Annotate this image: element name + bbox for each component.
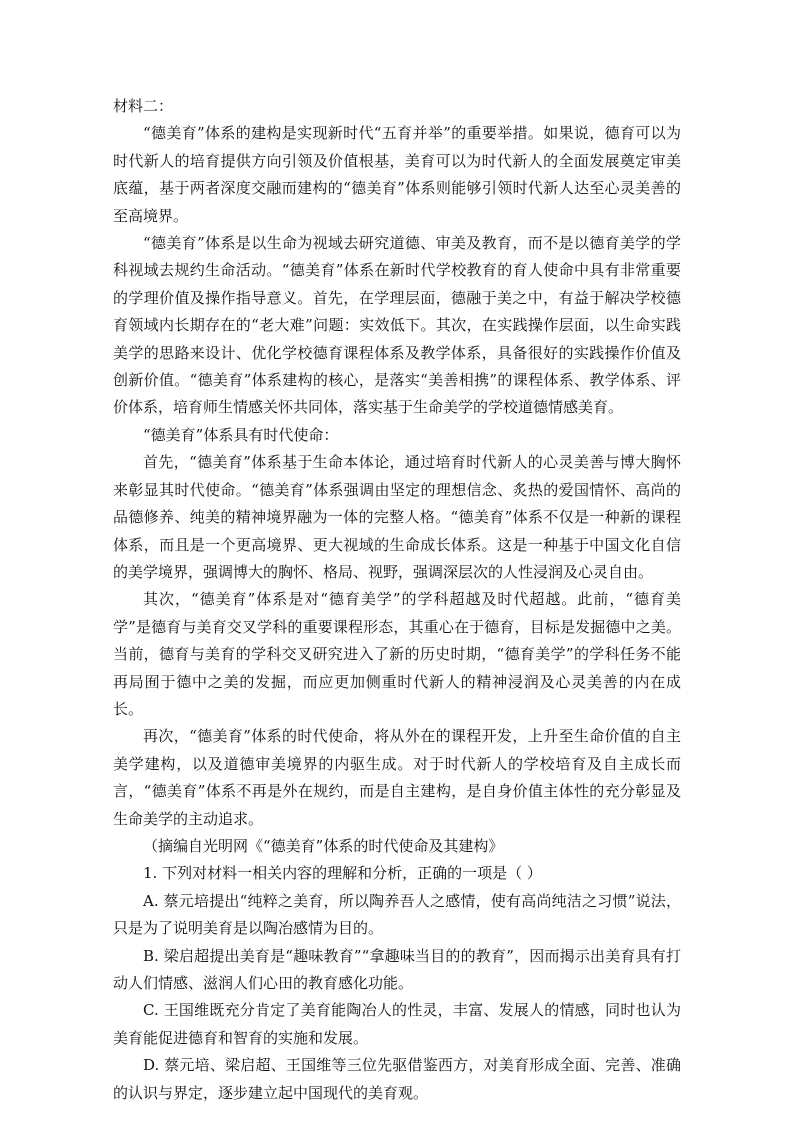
option-d: D. 蔡元培、梁启超、王国维等三位先驱借鉴西方，对美育形成全面、完善、准确的认识与界定，逐步建立起中国现代的美育观。 <box>113 1056 681 1102</box>
material-heading: 材料二： <box>113 97 174 115</box>
option-a: A. 蔡元培提出“纯粹之美育，所以陶养吾人之感情，使有高尚纯洁之习惯”说法，只是为了说明美育是以陶冶感情为目的。 <box>113 891 681 938</box>
source-citation: （摘编自光明网《“德美育”体系的时代使命及其建构》 <box>143 836 504 855</box>
paragraph-1: “德美育”体系的建构是实现新时代“五育并举”的重要举措。如果说，德育可以为时代新人的培育提供方向引领及价值根基，美育可以为时代新人的全面发展奠定审美底蕴，基于两者深度交融而建构的“德美育”体系则能够引领时代新人达至心灵美善的至高境界。 <box>113 124 681 225</box>
option-b: B. 梁启超提出美育是“趣味教育”“拿趣味当目的的教育”，因而揭示出美育具有打动人们情感、滋润人们心田的教育感化功能。 <box>113 946 681 992</box>
option-c: C. 王国维既充分肯定了美育能陶冶人的性灵，丰富、发展人的情感，同时也认为美育能促进德育和智育的实施和发展。 <box>113 1001 681 1047</box>
paragraph-4: 首先，“德美育”体系基于生命本体论，通过培育时代新人的心灵美善与博大胸怀来彰显其时代使命。“德美育”体系强调由坚定的理想信念、炙热的爱国情怀、高尚的品德修养、纯美的精神境界融为一体的完整人格。“德美育”体系不仅是一种新的课程体系，而且是一个更高境界、更大视域的生命成长体系。这是一种基于中国文化自信的美学境界，强调博大的胸怀、格局、视野，强调深层次的人性浸润及心灵自由。 <box>113 453 681 581</box>
paragraph-6: 再次，“德美育”体系的时代使命，将从外在的课程开发，上升至生命价值的自主美学建构，以及道德审美境界的内驱生成。对于时代新人的学校培育及自主成长而言，“德美育”体系不再是外在规约，而是自主建构，是自身价值主体性的充分彰显及生命美学的主动追求。 <box>113 727 681 828</box>
paragraph-2: “德美育”体系是以生命为视域去研究道德、审美及教育，而不是以德育美学的学科视域去规约生命活动。“德美育”体系在新时代学校教育的育人使命中具有非常重要的学理价值及操作指导意义。首先，在学理层面，德融于美之中，有益于解决学校德育领域内长期存在的“老大难”问题：实效低下。其次，在实践操作层面，以生命实践美学的思路来设计、优化学校德育课程体系及教学体系，具备很好的实践操作价值及创新价值。“德美育”体系建构的核心，是落实“美善相携”的课程体系、教学体系、评价体系，培育师生情感关怀共同体，落实基于生命美学的学校道德情感美育。 <box>113 234 681 417</box>
question-stem: 1. 下列对材料一相关内容的理解和分析，正确的一项是（ ） <box>143 864 542 883</box>
document-body <box>113 93 681 1107</box>
paragraph-5: 其次，“德美育”体系是对“德育美学”的学科超越及时代超越。此前，“德育美学”是德育与美育交叉学科的重要课程形态，其重心在于德育，目标是发掘德中之美。当前，德育与美育的学科交叉研究进入了新的历史时期，“德育美学”的学科任务不能再局囿于德中之美的发掘，而应更加侧重时代新人的精神浸润及心灵美善的内在成长。 <box>113 590 681 718</box>
paragraph-3: “德美育”体系具有时代使命： <box>143 425 339 444</box>
